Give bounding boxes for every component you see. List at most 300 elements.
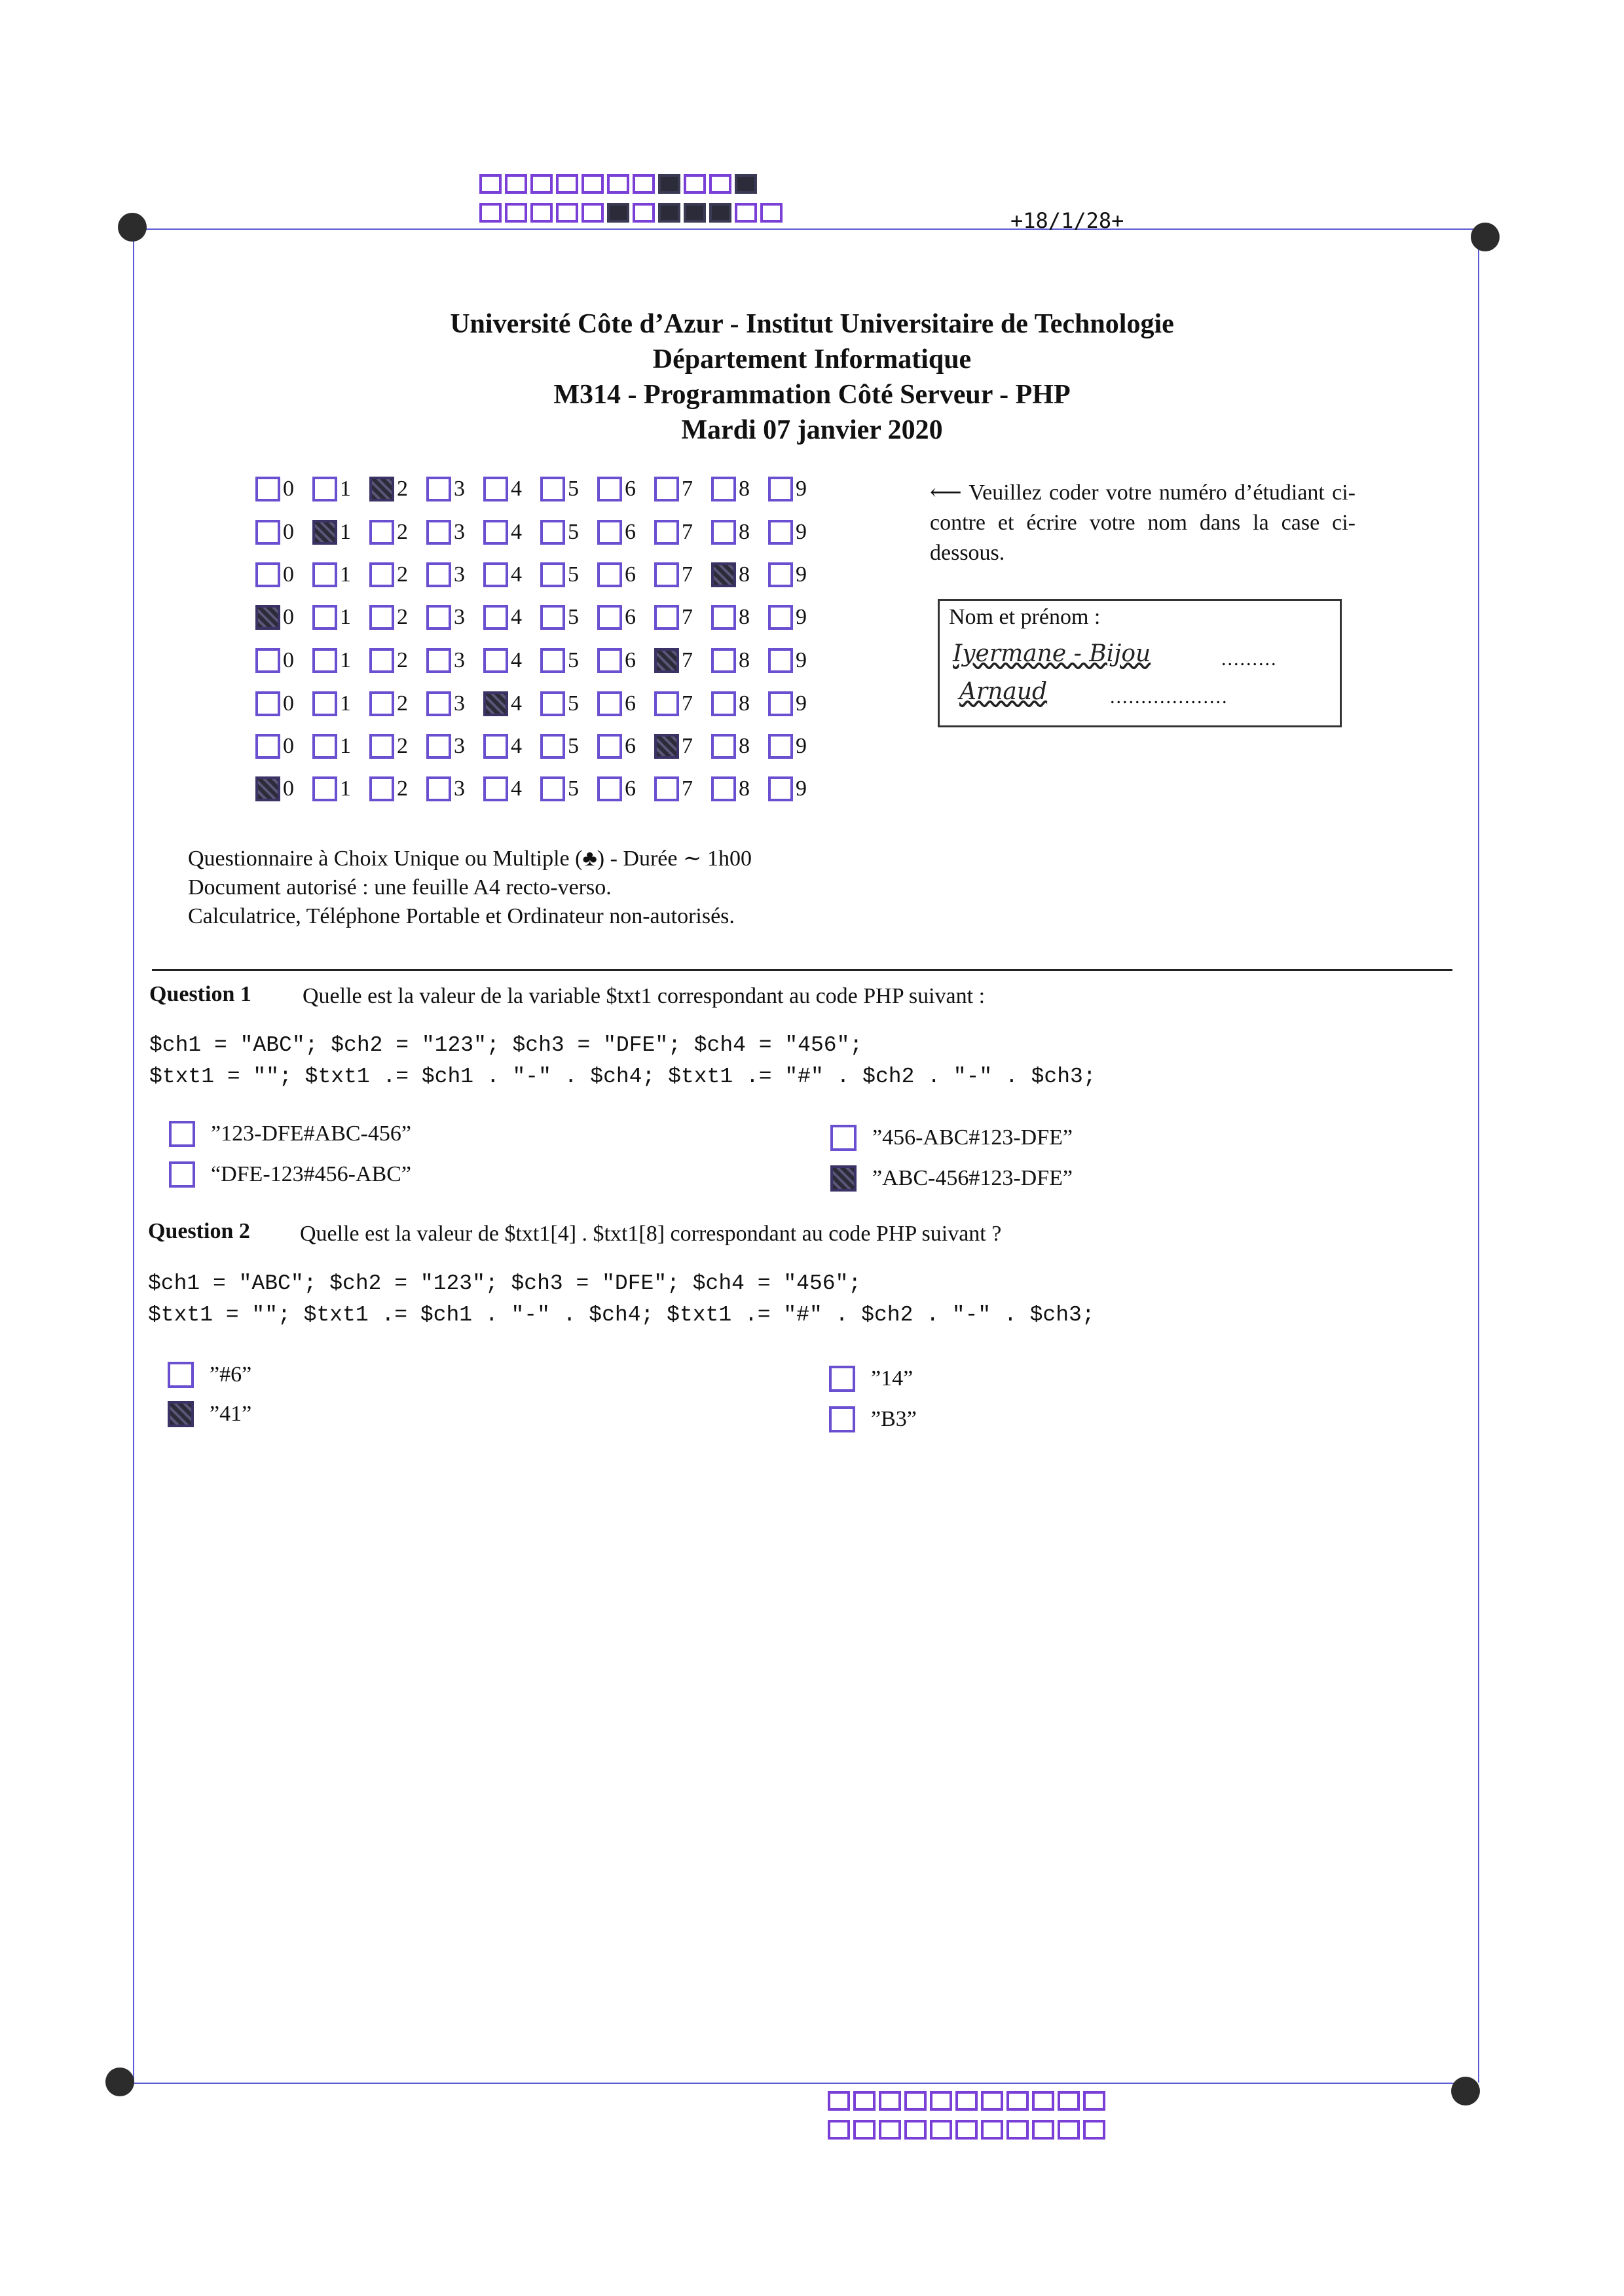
digit-option[interactable]	[426, 520, 483, 545]
barcode-cell	[904, 2120, 927, 2140]
answer-label: ”456-ABC#123-DFE”	[872, 1125, 1073, 1150]
answer-checkbox[interactable]	[829, 1406, 855, 1432]
digit-checkbox[interactable]	[255, 648, 280, 673]
digit-checkbox[interactable]	[426, 648, 451, 673]
digit-label: 9	[796, 691, 807, 716]
barcode-cell	[633, 203, 655, 223]
question-1-answer-c[interactable]	[830, 1125, 1073, 1151]
digit-option[interactable]	[255, 520, 312, 545]
answer-checkbox[interactable]	[168, 1401, 194, 1427]
digit-checkbox[interactable]	[540, 648, 565, 673]
digit-option[interactable]	[540, 734, 597, 759]
digit-option[interactable]	[597, 648, 654, 673]
student-number-row-6	[255, 687, 825, 720]
digit-checkbox[interactable]	[654, 477, 679, 501]
digit-checkbox[interactable]	[597, 734, 622, 759]
digit-checkbox[interactable]	[369, 734, 394, 759]
answer-label: ”123-DFE#ABC-456”	[211, 1121, 411, 1146]
name-box-label: Nom et prénom :	[949, 605, 1101, 629]
barcode-cell	[709, 203, 731, 223]
digit-checkbox[interactable]	[711, 520, 736, 545]
digit-checkbox[interactable]	[654, 734, 679, 759]
digit-label: 2	[397, 776, 408, 801]
digit-label: 3	[454, 605, 465, 629]
digit-checkbox[interactable]	[426, 477, 451, 501]
digit-option[interactable]	[540, 605, 597, 630]
name-box[interactable]	[938, 599, 1342, 727]
header-date: Mardi 07 janvier 2020	[681, 415, 943, 445]
question-1-answer-d[interactable]	[830, 1165, 1073, 1192]
digit-option[interactable]	[768, 477, 825, 501]
digit-label: 9	[796, 562, 807, 587]
digit-label: 3	[454, 562, 465, 587]
digit-checkbox[interactable]	[426, 605, 451, 630]
digit-checkbox[interactable]	[654, 776, 679, 801]
digit-label: 5	[568, 520, 579, 544]
digit-checkbox[interactable]	[312, 520, 337, 545]
digit-option[interactable]	[597, 605, 654, 630]
digit-option[interactable]	[711, 605, 768, 630]
digit-label: 9	[796, 477, 807, 501]
digit-option[interactable]	[768, 605, 825, 630]
digit-option[interactable]	[768, 734, 825, 759]
digit-option[interactable]	[483, 648, 540, 673]
barcode-cell	[1083, 2120, 1105, 2140]
digit-option[interactable]	[255, 776, 312, 801]
digit-checkbox[interactable]	[597, 520, 622, 545]
barcode-cell	[479, 174, 502, 194]
digit-checkbox[interactable]	[654, 520, 679, 545]
digit-label: 4	[511, 477, 522, 501]
digit-option[interactable]	[255, 734, 312, 759]
answer-label: “DFE-123#456-ABC”	[211, 1162, 411, 1186]
barcode-cell	[581, 203, 604, 223]
digit-checkbox[interactable]	[369, 776, 394, 801]
digit-checkbox[interactable]	[483, 520, 508, 545]
section-divider	[152, 969, 1452, 971]
digit-option[interactable]	[312, 648, 369, 673]
barcode-cell	[607, 203, 629, 223]
barcode-cell	[879, 2091, 901, 2111]
digit-checkbox[interactable]	[426, 562, 451, 587]
barcode-cell	[930, 2120, 952, 2140]
digit-option[interactable]	[711, 477, 768, 501]
digit-label: 6	[625, 562, 636, 587]
digit-option[interactable]	[711, 691, 768, 716]
answer-checkbox[interactable]	[169, 1161, 195, 1188]
digit-checkbox[interactable]	[255, 562, 280, 587]
exam-info-document: Document autorisé : une feuille A4 recto-verso.	[188, 875, 612, 900]
corner-marker-top-right	[1471, 223, 1500, 251]
digit-checkbox[interactable]	[255, 734, 280, 759]
digit-label: 3	[454, 477, 465, 501]
digit-option[interactable]	[711, 648, 768, 673]
question-1-answer-a[interactable]	[169, 1121, 411, 1147]
digit-label: 1	[340, 477, 351, 501]
digit-option[interactable]	[654, 562, 711, 587]
barcode-cell	[879, 2120, 901, 2140]
digit-checkbox[interactable]	[540, 477, 565, 501]
question-2-code-line-2: $txt1 = ""; $txt1 .= $ch1 . "-" . $ch4; $txt1 .= "#" . $ch2 . "-" . $ch3;	[148, 1303, 1095, 1327]
question-1-answer-b[interactable]	[169, 1161, 411, 1188]
digit-checkbox[interactable]	[426, 734, 451, 759]
digit-option[interactable]	[369, 691, 426, 716]
digit-checkbox[interactable]	[654, 648, 679, 673]
digit-option[interactable]	[255, 477, 312, 501]
question-1-text: Quelle est la valeur de la variable $txt1 correspondant au code PHP suivant :	[303, 984, 986, 1008]
digit-label: 0	[283, 648, 294, 672]
barcode-cell	[1006, 2120, 1029, 2140]
digit-checkbox[interactable]	[654, 605, 679, 630]
digit-option[interactable]	[597, 776, 654, 801]
digit-checkbox[interactable]	[255, 776, 280, 801]
barcode-cell	[853, 2091, 876, 2111]
student-number-row-1	[255, 473, 825, 505]
digit-checkbox[interactable]	[369, 562, 394, 587]
frame-right	[1478, 228, 1479, 2083]
digit-option[interactable]	[540, 520, 597, 545]
answer-checkbox[interactable]	[168, 1362, 194, 1388]
digit-label: 3	[454, 734, 465, 758]
digit-label: 6	[625, 520, 636, 544]
digit-checkbox[interactable]	[597, 691, 622, 716]
digit-checkbox[interactable]	[540, 520, 565, 545]
digit-label: 8	[739, 520, 750, 544]
digit-checkbox[interactable]	[483, 605, 508, 630]
digit-option[interactable]	[255, 648, 312, 673]
answer-label: ”B3”	[871, 1407, 917, 1431]
corner-marker-bottom-left	[105, 2068, 134, 2096]
digit-label: 2	[397, 477, 408, 501]
digit-checkbox[interactable]	[597, 605, 622, 630]
answer-checkbox[interactable]	[169, 1121, 195, 1147]
digit-option[interactable]	[654, 477, 711, 501]
digit-label: 8	[739, 776, 750, 801]
digit-option[interactable]	[426, 477, 483, 501]
barcode-cell	[904, 2091, 927, 2111]
question-2-answer-c[interactable]	[829, 1366, 913, 1392]
question-2-answer-a[interactable]	[168, 1362, 251, 1388]
barcode-cell	[1083, 2091, 1105, 2111]
digit-option[interactable]	[369, 562, 426, 587]
digit-checkbox[interactable]	[312, 605, 337, 630]
digit-label: 8	[739, 648, 750, 672]
digit-option[interactable]	[540, 648, 597, 673]
barcode-cell	[658, 203, 680, 223]
digit-label: 6	[625, 691, 636, 716]
question-2-code-line-1: $ch1 = "ABC"; $ch2 = "123"; $ch3 = "DFE"; $ch4 = "456";	[148, 1271, 862, 1296]
barcode-cell	[1058, 2091, 1080, 2111]
digit-checkbox[interactable]	[483, 562, 508, 587]
digit-checkbox[interactable]	[711, 648, 736, 673]
digit-label: 0	[283, 691, 294, 716]
digit-label: 2	[397, 691, 408, 716]
digit-label: 1	[340, 734, 351, 758]
digit-option[interactable]	[369, 648, 426, 673]
digit-checkbox[interactable]	[426, 691, 451, 716]
digit-checkbox[interactable]	[369, 477, 394, 501]
digit-option[interactable]	[312, 605, 369, 630]
digit-label: 7	[682, 605, 693, 629]
digit-option[interactable]	[369, 734, 426, 759]
barcode-cell	[581, 174, 604, 194]
digit-label: 5	[568, 605, 579, 629]
digit-option[interactable]	[426, 648, 483, 673]
digit-option[interactable]	[711, 734, 768, 759]
question-2-text: Quelle est la valeur de $txt1[4] . $txt1[8] correspondant au code PHP suivant ?	[300, 1222, 1002, 1246]
digit-option[interactable]	[312, 562, 369, 587]
digit-label: 1	[340, 691, 351, 716]
question-1-title: Question 1	[149, 982, 251, 1006]
digit-checkbox[interactable]	[768, 648, 793, 673]
digit-option[interactable]	[483, 776, 540, 801]
digit-label: 5	[568, 776, 579, 801]
digit-checkbox[interactable]	[255, 477, 280, 501]
digit-checkbox[interactable]	[312, 477, 337, 501]
digit-checkbox[interactable]	[255, 520, 280, 545]
digit-checkbox[interactable]	[369, 520, 394, 545]
digit-option[interactable]	[483, 691, 540, 716]
barcode-cell	[853, 2120, 876, 2140]
digit-option[interactable]	[369, 477, 426, 501]
digit-option[interactable]	[768, 648, 825, 673]
question-2-title: Question 2	[148, 1219, 250, 1243]
digit-option[interactable]	[483, 477, 540, 501]
digit-option[interactable]	[426, 691, 483, 716]
digit-label: 8	[739, 605, 750, 629]
barcode-cell	[505, 203, 527, 223]
digit-checkbox[interactable]	[540, 776, 565, 801]
digit-checkbox[interactable]	[312, 562, 337, 587]
digit-checkbox[interactable]	[483, 477, 508, 501]
student-number-row-5	[255, 644, 825, 677]
digit-checkbox[interactable]	[312, 691, 337, 716]
digit-checkbox[interactable]	[369, 691, 394, 716]
digit-checkbox[interactable]	[768, 520, 793, 545]
digit-checkbox[interactable]	[483, 648, 508, 673]
barcode-cell	[607, 174, 629, 194]
digit-option[interactable]	[483, 562, 540, 587]
digit-checkbox[interactable]	[654, 562, 679, 587]
digit-option[interactable]	[654, 691, 711, 716]
answer-label: ”41”	[210, 1402, 252, 1426]
page-identifier: +18/1/28+	[1010, 208, 1124, 233]
digit-checkbox[interactable]	[312, 776, 337, 801]
barcode-cell	[556, 203, 578, 223]
digit-checkbox[interactable]	[483, 734, 508, 759]
digit-option[interactable]	[654, 776, 711, 801]
barcode-cell	[556, 174, 578, 194]
digit-option[interactable]	[768, 520, 825, 545]
barcode-cell	[530, 174, 553, 194]
answer-label: ”14”	[871, 1366, 913, 1391]
digit-option[interactable]	[483, 734, 540, 759]
frame-left	[133, 228, 134, 2083]
digit-option[interactable]	[426, 605, 483, 630]
answer-checkbox[interactable]	[829, 1366, 855, 1392]
barcode-cell	[760, 203, 783, 223]
barcode-cell	[633, 174, 655, 194]
digit-label: 3	[454, 520, 465, 544]
digit-label: 3	[454, 691, 465, 716]
digit-label: 6	[625, 734, 636, 758]
digit-option[interactable]	[369, 776, 426, 801]
digit-checkbox[interactable]	[768, 734, 793, 759]
digit-label: 7	[682, 776, 693, 801]
barcode-cell	[505, 174, 527, 194]
digit-checkbox[interactable]	[483, 691, 508, 716]
question-1-code-line-1: $ch1 = "ABC"; $ch2 = "123"; $ch3 = "DFE"; $ch4 = "456";	[149, 1033, 863, 1057]
digit-checkbox[interactable]	[540, 734, 565, 759]
digit-checkbox[interactable]	[768, 562, 793, 587]
frame-top	[133, 228, 1485, 230]
name-dotted-line-2: ...................	[1110, 686, 1228, 708]
question-2-answer-b[interactable]	[168, 1401, 251, 1427]
digit-option[interactable]	[483, 605, 540, 630]
barcode-cell	[1032, 2091, 1054, 2111]
digit-option[interactable]	[540, 477, 597, 501]
digit-label: 5	[568, 691, 579, 716]
digit-option[interactable]	[597, 562, 654, 587]
barcode-bottom-row-2	[828, 2120, 1109, 2140]
digit-option[interactable]	[711, 562, 768, 587]
digit-label: 4	[511, 605, 522, 629]
digit-label: 1	[340, 562, 351, 587]
digit-option[interactable]	[483, 520, 540, 545]
digit-label: 2	[397, 520, 408, 544]
digit-label: 0	[283, 605, 294, 629]
digit-checkbox[interactable]	[711, 776, 736, 801]
barcode-cell	[658, 174, 680, 194]
exam-info-format: Questionnaire à Choix Unique ou Multiple (♣) - Durée ∼ 1h00	[188, 847, 752, 871]
digit-label: 8	[739, 691, 750, 716]
digit-checkbox[interactable]	[255, 691, 280, 716]
digit-option[interactable]	[426, 562, 483, 587]
exam-info-devices: Calculatrice, Téléphone Portable et Ordinateur non-autorisés.	[188, 904, 735, 928]
digit-option[interactable]	[312, 520, 369, 545]
digit-option[interactable]	[654, 648, 711, 673]
digit-option[interactable]	[768, 562, 825, 587]
digit-option[interactable]	[426, 734, 483, 759]
digit-label: 5	[568, 562, 579, 587]
digit-option[interactable]	[369, 520, 426, 545]
digit-checkbox[interactable]	[426, 776, 451, 801]
digit-option[interactable]	[711, 776, 768, 801]
handwritten-name-line-1: Iyermane - Bijou	[953, 640, 1151, 667]
header-course: M314 - Programmation Côté Serveur - PHP	[553, 380, 1071, 410]
digit-checkbox[interactable]	[483, 776, 508, 801]
digit-checkbox[interactable]	[426, 520, 451, 545]
digit-checkbox[interactable]	[768, 477, 793, 501]
barcode-cell	[955, 2120, 978, 2140]
digit-checkbox[interactable]	[312, 648, 337, 673]
digit-option[interactable]	[255, 562, 312, 587]
digit-label: 3	[454, 648, 465, 672]
digit-checkbox[interactable]	[711, 734, 736, 759]
digit-checkbox[interactable]	[369, 605, 394, 630]
answer-checkbox[interactable]	[830, 1125, 857, 1151]
digit-label: 0	[283, 477, 294, 501]
digit-label: 9	[796, 648, 807, 672]
digit-checkbox[interactable]	[711, 691, 736, 716]
digit-checkbox[interactable]	[255, 605, 280, 630]
digit-option[interactable]	[369, 605, 426, 630]
digit-checkbox[interactable]	[312, 734, 337, 759]
digit-option[interactable]	[255, 691, 312, 716]
question-2-answer-d[interactable]	[829, 1406, 917, 1432]
digit-option[interactable]	[768, 691, 825, 716]
question-1-code-line-2: $txt1 = ""; $txt1 .= $ch1 . "-" . $ch4; $txt1 .= "#" . $ch2 . "-" . $ch3;	[149, 1065, 1096, 1089]
student-number-row-7	[255, 730, 825, 763]
digit-checkbox[interactable]	[711, 562, 736, 587]
digit-label: 2	[397, 605, 408, 629]
digit-label: 8	[739, 734, 750, 758]
digit-option[interactable]	[255, 605, 312, 630]
digit-option[interactable]	[540, 776, 597, 801]
digit-label: 7	[682, 520, 693, 544]
barcode-cell	[981, 2091, 1003, 2111]
digit-checkbox[interactable]	[540, 562, 565, 587]
digit-checkbox[interactable]	[540, 605, 565, 630]
digit-checkbox[interactable]	[369, 648, 394, 673]
digit-label: 1	[340, 776, 351, 801]
digit-option[interactable]	[312, 776, 369, 801]
digit-option[interactable]	[654, 605, 711, 630]
digit-label: 0	[283, 562, 294, 587]
digit-option[interactable]	[768, 776, 825, 801]
digit-label: 2	[397, 648, 408, 672]
frame-bottom	[120, 2083, 1465, 2084]
digit-option[interactable]	[312, 734, 369, 759]
digit-label: 6	[625, 776, 636, 801]
digit-option[interactable]	[654, 734, 711, 759]
digit-label: 3	[454, 776, 465, 801]
digit-label: 0	[283, 734, 294, 758]
barcode-top-row-2	[479, 203, 786, 223]
digit-option[interactable]	[426, 776, 483, 801]
digit-checkbox[interactable]	[540, 691, 565, 716]
digit-option[interactable]	[312, 691, 369, 716]
digit-option[interactable]	[540, 691, 597, 716]
digit-label: 7	[682, 477, 693, 501]
digit-checkbox[interactable]	[597, 477, 622, 501]
digit-checkbox[interactable]	[768, 605, 793, 630]
digit-option[interactable]	[597, 520, 654, 545]
digit-option[interactable]	[312, 477, 369, 501]
digit-checkbox[interactable]	[654, 691, 679, 716]
digit-checkbox[interactable]	[597, 776, 622, 801]
digit-option[interactable]	[597, 477, 654, 501]
digit-option[interactable]	[711, 520, 768, 545]
digit-checkbox[interactable]	[597, 562, 622, 587]
barcode-cell	[930, 2091, 952, 2111]
digit-option[interactable]	[597, 734, 654, 759]
digit-checkbox[interactable]	[711, 605, 736, 630]
barcode-cell	[828, 2120, 850, 2140]
digit-checkbox[interactable]	[768, 776, 793, 801]
student-number-row-3	[255, 558, 825, 591]
digit-checkbox[interactable]	[597, 648, 622, 673]
name-dotted-line-1: .........	[1221, 648, 1278, 670]
answer-checkbox[interactable]	[830, 1165, 857, 1192]
digit-label: 4	[511, 734, 522, 758]
digit-label: 4	[511, 562, 522, 587]
digit-checkbox[interactable]	[711, 477, 736, 501]
digit-option[interactable]	[540, 562, 597, 587]
digit-option[interactable]	[597, 691, 654, 716]
digit-option[interactable]	[654, 520, 711, 545]
digit-checkbox[interactable]	[768, 691, 793, 716]
